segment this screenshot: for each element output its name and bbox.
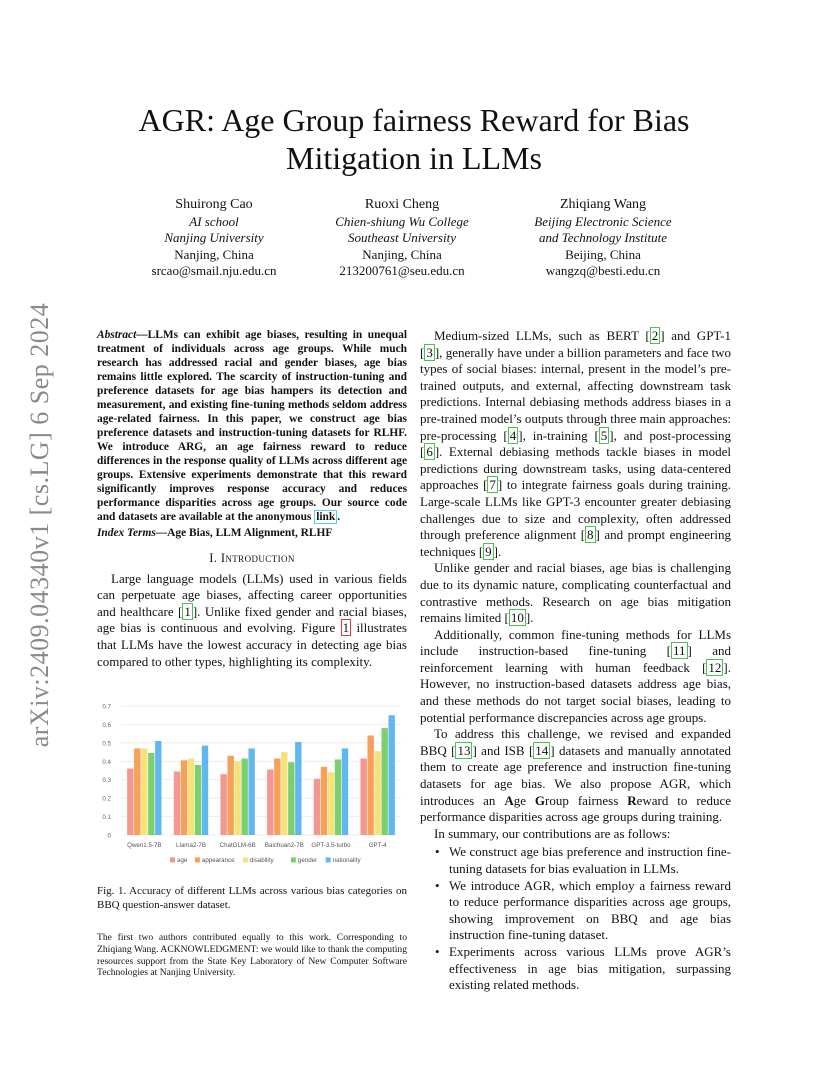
- bold-letter: A: [504, 792, 514, 808]
- bold-letter: R: [627, 792, 637, 808]
- legend-swatch-gender: [291, 857, 296, 862]
- legend-swatch-disability: [243, 857, 248, 862]
- abstract-label: Abstract: [97, 329, 137, 341]
- author-location: Beijing, China: [565, 246, 641, 262]
- paper-title: [80, 101, 748, 177]
- text-run: ] and GPT-1 [: [420, 328, 732, 360]
- paragraph: [420, 560, 731, 626]
- author-affiliation: Beijing Electronic Science: [534, 213, 672, 229]
- x-tick-label: GPT-3.5-turbo: [311, 842, 351, 849]
- text-run: ] and prompt engineering techniques [: [420, 527, 731, 559]
- text-run: Additionally, common fine-tuning methods for LLMs include instruction-based fine-tuning [: [420, 626, 731, 659]
- citation-link[interactable]: 6: [426, 444, 433, 460]
- author-email: 213200761@seu.edu.cn: [339, 263, 465, 278]
- bar-nationality: [388, 715, 394, 835]
- y-tick-label: 0: [107, 832, 111, 840]
- figure-1: [97, 697, 407, 875]
- arxiv-stamp-text: arXiv:2409.04340v1 [cs.LG] 6 Sep 2024: [25, 302, 54, 748]
- bar-age: [360, 759, 366, 835]
- citation-link[interactable]: 5: [600, 427, 608, 443]
- bar-gender: [335, 759, 341, 835]
- author-email: srcao@smail.nju.edu.cn: [151, 263, 277, 278]
- list-item: • We introduce AGR, which employ a fairness reward to reduce performance disparities across age groups, showing improvement on BBQ and age bias instruction fine-tuning dataset.: [420, 878, 731, 944]
- x-tick-label: Llama2-7B: [176, 842, 206, 849]
- legend-label-appearance: appearance: [201, 857, 235, 864]
- legend-label-disability: disability: [249, 857, 274, 864]
- author-affiliation: and Technology Institute: [538, 230, 668, 245]
- bar-nationality: [248, 748, 254, 835]
- citation-link[interactable]: 1: [184, 603, 191, 619]
- text-run: illustrates that LLMs have the lowest accuracy in detecting age bias compared to other types, highlighting its complexity.: [97, 620, 407, 669]
- legend-swatch-age: [170, 857, 175, 862]
- text-run: Unlike gender and racial biases, age bias is challenging due to its dynamic nature, complicating counterfactual and contrastive methods. Research on age bias mitigation remains limited [: [420, 560, 731, 626]
- bold-letter: G: [534, 792, 546, 808]
- text-run: ].: [493, 543, 502, 559]
- text-run: ], and post-processing [: [420, 427, 732, 460]
- citation-link[interactable]: 14: [535, 742, 549, 758]
- citation-link[interactable]: 8: [587, 527, 594, 543]
- bar-nationality: [202, 746, 208, 835]
- author-block-1: [104, 197, 324, 280]
- citation-link[interactable]: 11: [673, 643, 686, 659]
- y-tick-label: 0.5: [102, 740, 111, 748]
- section-heading-introduction: I. Introduction: [209, 551, 295, 565]
- abstract-end: .: [337, 511, 341, 523]
- index-terms-label: Index Terms: [97, 527, 156, 539]
- bar-gender: [148, 753, 154, 835]
- bar-gender: [381, 728, 387, 835]
- index-terms-text: —Age Bias, LLM Alignment, RLHF: [155, 527, 333, 539]
- paragraph: [420, 726, 731, 826]
- author-block-3: [493, 197, 713, 280]
- citation-link[interactable]: 9: [485, 543, 492, 559]
- bar-gender: [288, 762, 294, 835]
- text-run: eward to reduce performance disparities across age groups during training.: [420, 792, 731, 825]
- text-run: Medium-sized LLMs, such as BERT [: [434, 328, 650, 343]
- bar-disability: [374, 751, 380, 835]
- bar-appearance: [367, 735, 373, 835]
- bar-disability: [141, 748, 147, 835]
- author-name: Shuirong Cao: [175, 197, 253, 212]
- text-run: ]. External debiasing methods tackle biases in model predictions during downstream tasks, using data-centered approaches [: [420, 444, 731, 493]
- y-tick-label: 0.1: [102, 814, 111, 822]
- arxiv-stamp: [10, 290, 70, 760]
- list-item: • We construct age bias preference and instruction fine-tuning datasets for bias evaluation in LLMs.: [420, 844, 731, 877]
- x-tick-label: Qwen1.5-7B: [127, 842, 162, 849]
- figure-link[interactable]: 1: [342, 620, 350, 636]
- text-run: ] and reinforcement learning with human feedback [: [420, 643, 731, 675]
- source-code-link[interactable]: link: [316, 511, 336, 523]
- bar-appearance: [181, 760, 187, 835]
- text-run: ] and ISB [: [472, 742, 534, 758]
- intro-paragraph: [97, 571, 407, 671]
- contributions-list: [420, 844, 731, 993]
- bar-appearance: [227, 756, 233, 835]
- title-line-1: AGR: Age Group fairness Reward for Bias: [138, 102, 690, 138]
- bar-nationality: [155, 741, 161, 835]
- left-column: [97, 328, 407, 670]
- footnote: The first two authors contributed equally to this work. Corresponding to Zhiqiang Wang. ACKNOWLEDGMENT: we would like to thank the computing resources support from the State Key Laboratory of New Computer Software Technologies at Nanjing University.: [97, 932, 407, 979]
- text-run: ], in-training [: [518, 427, 599, 443]
- right-column: [420, 328, 731, 994]
- y-tick-label: 0.7: [102, 703, 111, 711]
- x-tick-label: GPT-4: [368, 842, 387, 849]
- x-tick-label: ChatGLM-6B: [219, 842, 256, 849]
- citation-link[interactable]: 13: [457, 742, 471, 758]
- text-run: To address this challenge, we revised and expanded BBQ [: [420, 726, 731, 758]
- text-run: ].: [525, 610, 534, 626]
- x-tick-label: Baichuan2-7B: [264, 842, 304, 849]
- paragraph: [420, 627, 731, 727]
- text-run: ] to integrate fairness goals during training. Large-scale LLMs like GPT-3 encounter greater debiasing challenges due to size and complexity, often addressed through preference alignment [: [420, 477, 731, 543]
- author-affiliation: AI school: [189, 213, 239, 229]
- bar-age: [174, 771, 180, 835]
- text-run: ]. However, no instruction-based datasets address age bias, and these methods do not target social biases, leading to potential performance discrepancies across age groups.: [420, 659, 731, 725]
- bar-age: [314, 779, 320, 835]
- bar-age: [220, 774, 226, 835]
- bar-disability: [188, 759, 194, 835]
- bar-gender: [195, 765, 201, 835]
- author-location: Nanjing, China: [174, 246, 254, 262]
- author-block-2: [292, 197, 512, 280]
- author-name: Ruoxi Cheng: [364, 197, 440, 212]
- text-run: ]. Unlike fixed gender and racial biases, age bias is continuous and evolving. Figure: [97, 603, 407, 636]
- citation-link[interactable]: 3: [426, 344, 433, 360]
- y-tick-label: 0.4: [102, 758, 111, 766]
- text-run: ge: [513, 792, 535, 808]
- y-tick-label: 0.2: [102, 795, 111, 803]
- paragraph: [420, 328, 731, 560]
- citation-link[interactable]: 2: [651, 328, 659, 343]
- legend-label-gender: gender: [297, 857, 318, 864]
- legend-swatch-appearance: [195, 857, 200, 862]
- figure-caption: Fig. 1. Accuracy of different LLMs across various bias categories on BBQ question-answer dataset.: [97, 885, 407, 911]
- legend-label-nationality: nationality: [332, 857, 361, 864]
- text-run: roup fairness: [545, 792, 628, 808]
- citation-link[interactable]: 12: [708, 659, 722, 675]
- bar-nationality: [342, 748, 348, 835]
- author-email: wangzq@besti.edu.cn: [545, 263, 661, 278]
- list-item: • Experiments across various LLMs prove AGR’s effectiveness in age bias mitigation, surpassing existing related methods.: [420, 944, 731, 994]
- paragraph: In summary, our contributions are as follows:: [434, 825, 671, 841]
- abstract: [97, 328, 407, 524]
- citation-link[interactable]: 4: [509, 427, 517, 443]
- citation-link[interactable]: 10: [510, 610, 524, 626]
- text-run: Large language models (LLMs) used in various fields can perpetuate age biases, affecting career opportunities and healthcare [: [97, 570, 407, 619]
- author-location: Nanjing, China: [362, 246, 442, 262]
- bar-nationality: [295, 742, 301, 835]
- bar-disability: [234, 761, 240, 835]
- bar-gender: [241, 759, 247, 835]
- author-affiliation: Southeast University: [348, 230, 456, 245]
- author-affiliation: Chien-shiung Wu College: [335, 213, 469, 229]
- title-line-2: Mitigation in LLMs: [286, 140, 542, 176]
- text-run: ], generally have under a billion parameters and face two types of social biases: internal, present in the model’s pre-trained outputs, and external, affecting downstream task predictions. Internal debiasing methods address biases in a pre-trained model’s outputs through three main approaches: pre-processing [: [420, 344, 731, 443]
- abstract-text: —LLMs can exhibit age biases, resulting in unequal treatment of individuals across age groups. While much research has addressed racial and gender biases, age bias remains little explored. The scarcity of instruction-tuning and preference datasets for age bias hampers its detection and measurement, and existing fine-tuning methods seldom address age-related fairness. In this paper, we construct age bias preference datasets and instruction-tuning datasets for RLHF. We introduce ARG, an age fairness reward to reduce differences in the response quality of LLMs across different age groups. Extensive experiments demonstrate that this reward significantly improves response accuracy and reduces performance disparities across age groups. Our source code and datasets are available at the anonymous: [97, 329, 407, 523]
- bar-disability: [281, 752, 287, 835]
- legend-label-age: age: [177, 857, 188, 864]
- index-terms: [97, 526, 407, 540]
- citation-link[interactable]: 7: [489, 477, 496, 493]
- bar-age: [267, 770, 273, 835]
- author-affiliation: Nanjing University: [164, 230, 264, 245]
- bar-appearance: [321, 767, 327, 835]
- bar-appearance: [134, 748, 140, 835]
- author-name: Zhiqiang Wang: [559, 197, 647, 212]
- bar-age: [127, 769, 133, 835]
- bar-disability: [328, 772, 334, 835]
- legend-swatch-nationality: [326, 857, 331, 862]
- y-tick-label: 0.6: [102, 721, 111, 729]
- text-run: ] datasets and manually annotated them to create age preference and instruction fine-tuning datasets for age bias. We also propose AGR, which introduces an: [420, 742, 731, 808]
- bar-appearance: [274, 759, 280, 835]
- bar-chart: [97, 697, 407, 875]
- y-tick-label: 0.3: [102, 777, 111, 785]
